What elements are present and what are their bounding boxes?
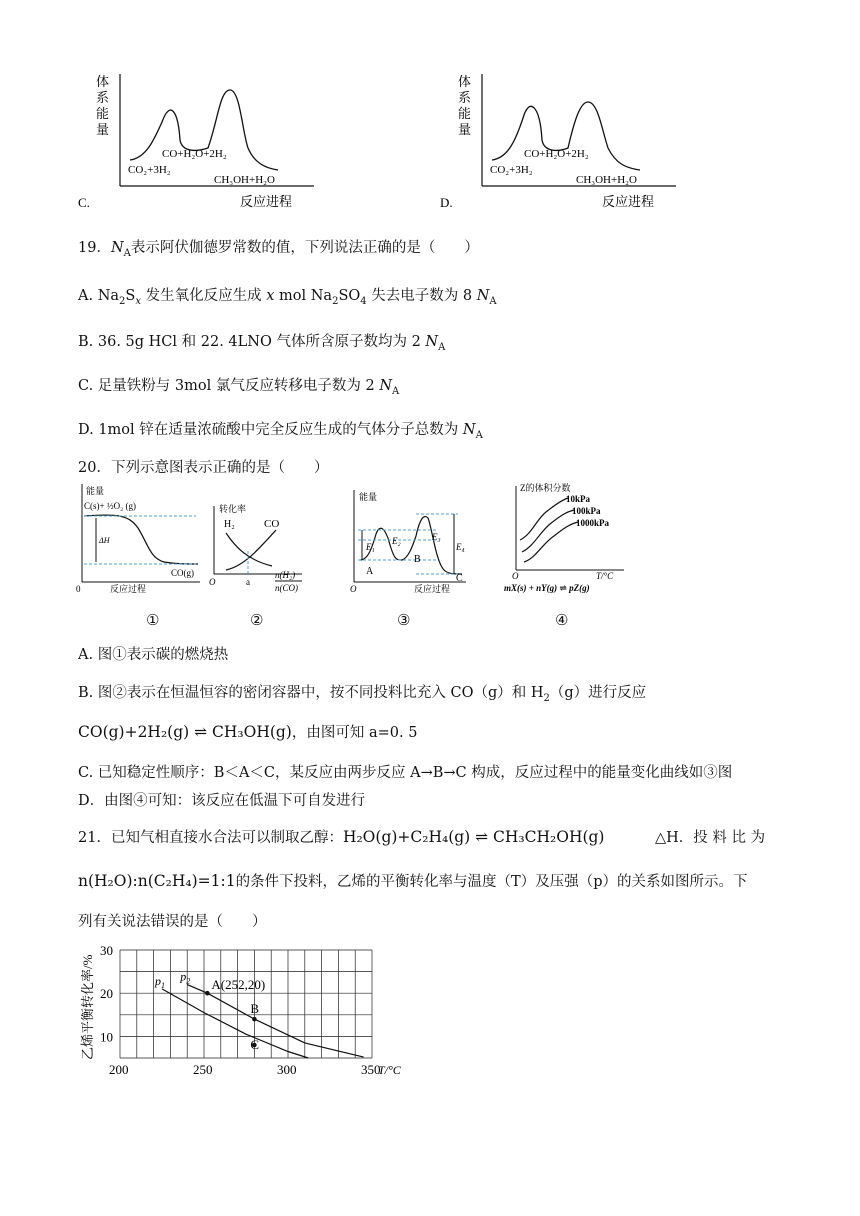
fig2-a-label: a [246, 577, 250, 587]
q21-dh: △H．投 料 比 为 [655, 830, 766, 846]
q20-option-a[interactable]: A. 图①表示碳的燃烧热 [78, 647, 229, 663]
data-point-label: B [250, 1001, 260, 1017]
q19-option-d[interactable]: D. 1mol 锌在适量浓硫酸中完全反应生成的气体分子总数为 $N_A$ [78, 422, 483, 441]
x-tick-label: 300 [277, 1062, 297, 1077]
fig1-x-label: 反应过程 [110, 584, 147, 594]
reactant-label: CO₂+3H₂ [128, 164, 171, 176]
product-label: CH₃OH+H₂O [214, 174, 275, 186]
fig2-origin: O [209, 577, 216, 587]
y-tick-label: 20 [100, 986, 113, 1002]
fig4-x-label: T/°C [596, 571, 614, 581]
y-tick-label: 10 [100, 1029, 113, 1045]
energy-diagram-d [440, 70, 680, 215]
q21-stem-line3: 列有关说法错误的是（ ） [78, 914, 267, 930]
data-point-label: C [250, 1037, 260, 1053]
y-axis-label: 量 [96, 122, 110, 137]
fig3-number: ③ [397, 611, 411, 629]
fig4-label-100kpa: 100kPa [572, 506, 601, 516]
q19-stem: 19．$N_A$表示阿伏伽德罗常数的值，下列说法正确的是（ ） [78, 240, 479, 259]
fig4-curve-10kpa [520, 498, 568, 540]
fig4-y-label: Z的体积分数 [520, 483, 571, 493]
fig4-equation: mX(s) + nY(g) ⇌ pZ(g) [504, 583, 590, 593]
fig4-label-10kpa: 10kPa [566, 494, 591, 504]
x-axis-label: 反应进程 [240, 194, 293, 209]
fig3-x-label: 反应过程 [414, 584, 451, 594]
q19-option-a[interactable]: A. $Na_2S_x$ 发生氧化反应生成 x mol $Na_2SO_4$ 失去电子数为 8 $N_A$ [78, 288, 497, 307]
fig4-label-1000kpa: 1000kPa [576, 518, 610, 528]
q21-stem-line2: n(H₂O):n(C₂H₄)=1:1的条件下投料，乙烯的平衡转化率与温度（T）及压强（p）的关系如图所示。下 [78, 872, 748, 890]
product-label: CH₃OH+H₂O [576, 174, 637, 186]
series-label-p1: $p_1$ [155, 973, 165, 990]
fig2-y-label: 转化率 [219, 504, 247, 514]
y-axis-label: 系 [96, 90, 110, 105]
q20-option-b-cont: CO(g)+2H₂(g) ⇌ CH₃OH(g)，由图可知 a=0. 5 [78, 723, 418, 741]
data-point-label: A(252,20) [211, 977, 266, 993]
y-tick-label: 30 [100, 943, 113, 958]
fig1-origin: 0 [76, 584, 81, 594]
fig1-product-label: CO(g) [171, 568, 194, 578]
fig1-number: ① [146, 611, 160, 629]
x-axis-label: T/°C [378, 1063, 401, 1077]
q21-stem-line1: 21．已知气相直接水合法可以制取乙醇：H₂O(g)+C₂H₄(g) ⇌ CH₃CH₂OH(g) [78, 828, 605, 846]
data-point-A [205, 991, 210, 996]
fig2-co-label: CO [264, 518, 280, 530]
fig2-co-curve [226, 530, 276, 570]
q20-option-d[interactable]: D．由图④可知：该反应在低温下可自发进行 [78, 793, 366, 809]
fig3-e4-label: E₄ [456, 542, 465, 552]
q19-option-c[interactable]: C. 足量铁粉与 3mol 氯气反应转移电子数为 2 $N_A$ [78, 378, 400, 397]
y-axis-label: 体 [96, 74, 110, 89]
y-axis-label: 量 [458, 122, 472, 137]
q20-figures [76, 478, 636, 598]
x-tick-label: 250 [193, 1062, 213, 1077]
fig2-x-den: n(CO) [275, 583, 298, 593]
option-letter: D. [440, 195, 453, 210]
fig2-x-num: n(H₂) [275, 570, 296, 580]
series-line-p1 [162, 989, 308, 1058]
fig3-a-label: A [366, 566, 374, 577]
conversion-chart [74, 938, 424, 1083]
fig1-y-label: 能量 [86, 486, 105, 496]
fig3-b-label: B [414, 554, 421, 565]
y-axis-label: 系 [458, 90, 472, 105]
fig3-y-label: 能量 [359, 492, 378, 502]
fig2-h2-label: H₂ [224, 519, 235, 530]
fig3-c-label: C [456, 573, 463, 584]
fig1-reactant-label: C(s)+ ½O₂ (g) [84, 501, 136, 511]
y-axis-label: 能 [458, 106, 472, 121]
fig4-origin: O [512, 571, 519, 581]
fig3-e1-label: E₁ [366, 542, 375, 552]
data-point-B [252, 1017, 257, 1022]
x-axis-label: 反应进程 [602, 194, 655, 209]
fig1-dh-label: ΔH [99, 536, 110, 545]
fig3-curve [360, 517, 462, 574]
x-tick-label: 200 [109, 1062, 129, 1077]
energy-diagram-c [78, 70, 318, 215]
reactant-label: CO₂+3H₂ [490, 164, 533, 176]
q20-option-c[interactable]: C. 已知稳定性顺序：B＜A＜C，某反应由两步反应 A→B→C 构成，反应过程中的能量变化曲线如③图 [78, 765, 733, 781]
fig3-origin: O [350, 584, 357, 594]
q20-option-b[interactable]: B. 图②表示在恒温恒容的密闭容器中，按不同投料比充入 CO（g）和 $H_2(g)$进行反应 [78, 685, 647, 704]
y-axis-label: 乙烯平衡转化率/% [80, 954, 95, 1060]
y-axis-label: 能 [96, 106, 110, 121]
series-label-p2: $p_2$ [180, 969, 191, 986]
intermediate-label: CO+H₂O+2H₂ [524, 148, 589, 160]
fig3-e2-label: E₂ [392, 536, 401, 546]
q19-option-b[interactable]: B. 36. 5g HCl 和 22. 4LNO 气体所含原子数均为 2 $N_A$ [78, 334, 446, 353]
fig2-h2-curve [226, 533, 272, 566]
fig4-number: ④ [555, 611, 569, 629]
y-axis-label: 体 [458, 74, 472, 89]
option-letter: C. [78, 195, 90, 210]
fig2-number: ② [250, 611, 264, 629]
q20-stem: 20．下列示意图表示正确的是（ ） [78, 460, 329, 476]
x-tick-label: 350 [361, 1062, 381, 1077]
intermediate-label: CO+H₂O+2H₂ [162, 148, 227, 160]
fig3-e3-label: E₃ [432, 532, 441, 542]
